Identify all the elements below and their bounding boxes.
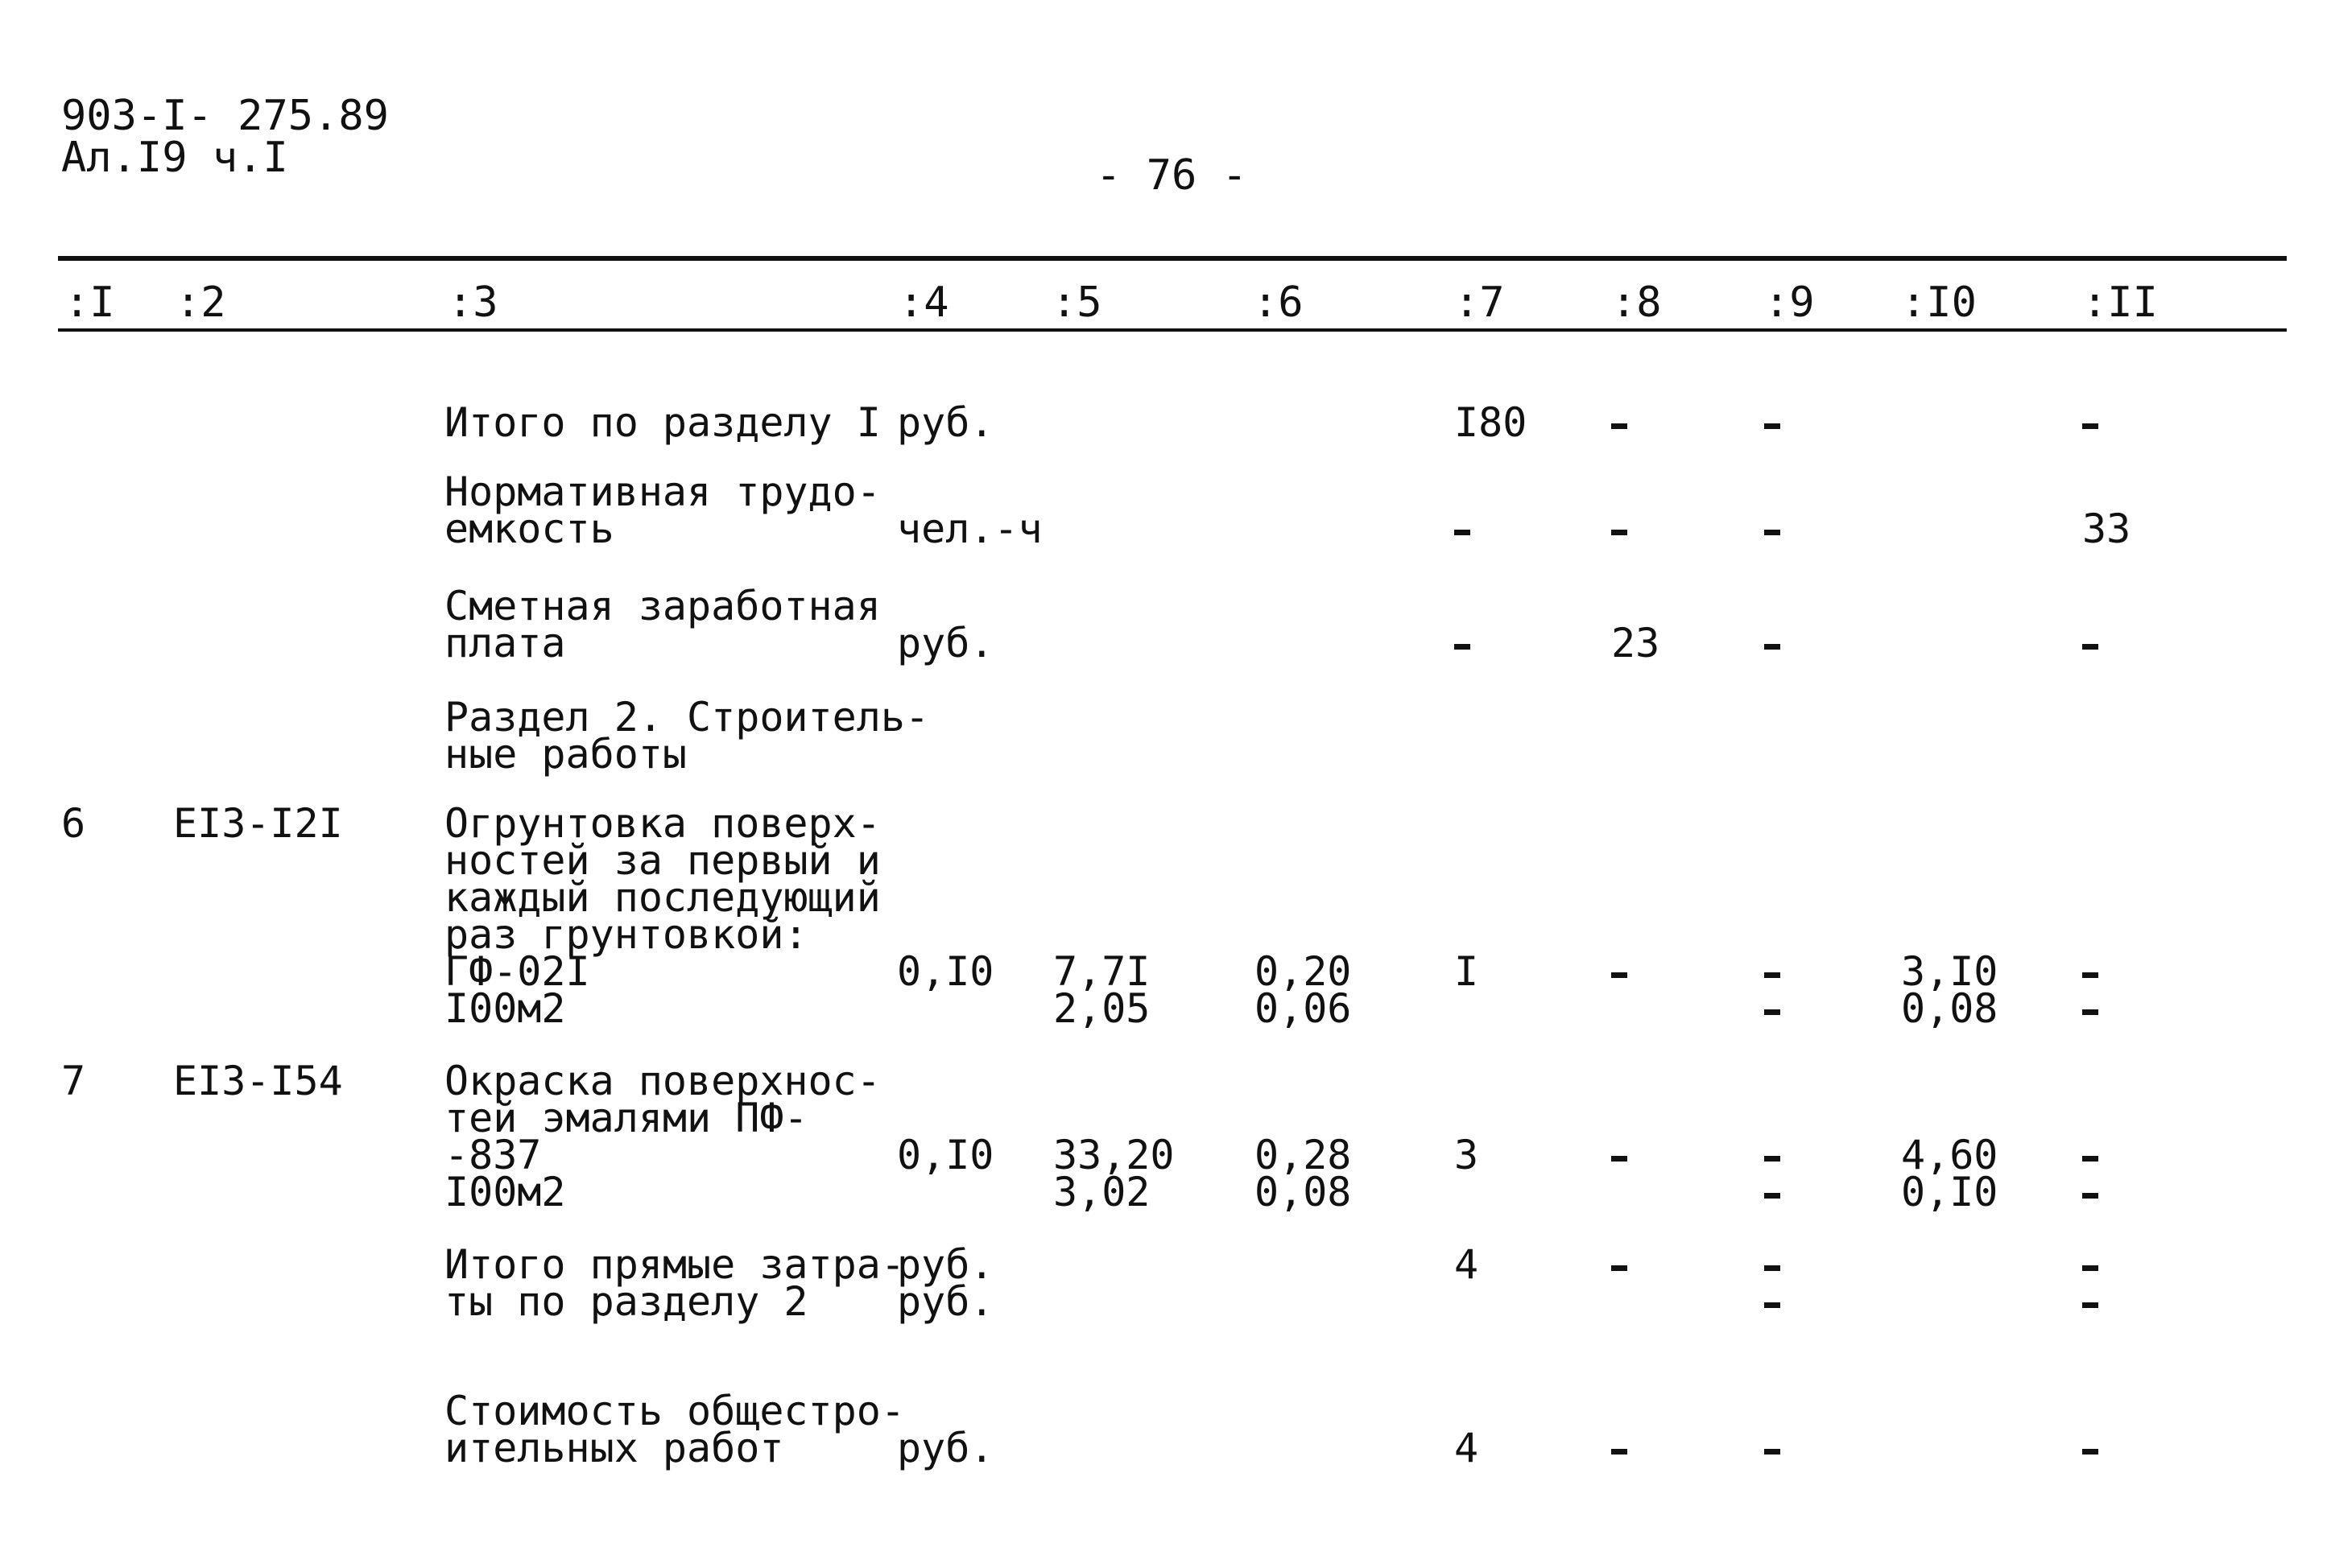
- table-cell-c4: руб. руб.: [897, 1241, 994, 1325]
- dash-mark: [1611, 1156, 1627, 1162]
- column-header-7: :7: [1454, 279, 1505, 327]
- table-cell-c10: 3,I0 0,08: [1901, 948, 1998, 1032]
- table-cell-dash: [1454, 510, 1478, 547]
- dash-mark: [1764, 1193, 1780, 1199]
- dash-mark: [1764, 423, 1780, 429]
- table-cell-c2: EI3-I2I: [173, 800, 343, 847]
- dash-mark: [2082, 644, 2098, 650]
- table-cell-c7: I80: [1454, 399, 1527, 446]
- dash-mark: [1611, 1449, 1627, 1455]
- column-header-1: :I: [64, 279, 115, 327]
- table-cell-c2: EI3-I54: [173, 1058, 343, 1104]
- table-cell-dash: [1611, 404, 1635, 441]
- dash-mark: [2082, 1265, 2098, 1271]
- table-cell-dash: [1764, 510, 1788, 547]
- dash-mark: [2082, 1449, 2098, 1455]
- table-cell-dash: [2082, 404, 2106, 441]
- dash-mark: [2082, 1193, 2098, 1199]
- table-cell-dash: [1764, 1174, 1788, 1211]
- dash-mark: [1764, 1156, 1780, 1162]
- dash-mark: [2082, 972, 2098, 978]
- column-header-5: :5: [1052, 279, 1102, 327]
- table-cell-c4: руб.: [897, 399, 994, 446]
- table-cell-dash: [1454, 625, 1478, 662]
- table-cell-dash: [2082, 1174, 2106, 1211]
- table-cell-c3: Итого по разделу I: [444, 399, 881, 446]
- table-cell-c3: Нормативная трудо- емкость: [444, 468, 881, 552]
- table-cell-dash: [1764, 625, 1788, 662]
- table-cell-c11: 33: [2082, 505, 2131, 552]
- dash-mark: [1454, 530, 1470, 535]
- column-header-3: :3: [448, 279, 498, 327]
- dash-mark: [1454, 644, 1470, 650]
- table-cell-dash: [1611, 1430, 1635, 1467]
- table-cell-c10: 4,60 0,I0: [1901, 1132, 1998, 1215]
- table-cell-c5: 33,20 3,02: [1053, 1132, 1175, 1215]
- table-cell-dash: [1764, 990, 1788, 1027]
- table-cell-c6: 0,20 0,06: [1254, 948, 1352, 1032]
- column-header-8: :8: [1611, 279, 1662, 327]
- dash-mark: [2082, 423, 2098, 429]
- column-header-2: :2: [176, 279, 226, 327]
- dash-mark: [1611, 972, 1627, 978]
- table-cell-dash: [1764, 404, 1788, 441]
- dash-mark: [2082, 1009, 2098, 1015]
- column-header-9: :9: [1764, 279, 1815, 327]
- table-cell-c1: 7: [61, 1058, 86, 1104]
- dash-mark: [1611, 530, 1627, 535]
- table-cell-c3: Окраска поверхнос- тей эмалями ПФ- -837 I00м2: [444, 1058, 881, 1215]
- table-cell-dash: [2082, 1430, 2106, 1467]
- column-header-11: :II: [2082, 279, 2158, 327]
- document-code-line-1: 903-I- 275.89: [61, 92, 389, 140]
- table-header-rule: [58, 328, 2287, 332]
- dash-mark: [2082, 1156, 2098, 1162]
- table-cell-c3: Раздел 2. Строитель- ные работы: [444, 694, 930, 778]
- table-cell-c7: 4: [1454, 1425, 1479, 1471]
- table-cell-dash: [1764, 1430, 1788, 1467]
- table-cell-dash: [1611, 510, 1635, 547]
- column-header-10: :I0: [1901, 279, 1977, 327]
- table-cell-c4: руб.: [897, 620, 994, 666]
- dash-mark: [1764, 530, 1780, 535]
- table-cell-c3: Сметная заработная плата: [444, 583, 881, 666]
- column-header-6: :6: [1253, 279, 1304, 327]
- table-cell-dash: [2082, 990, 2106, 1027]
- table-cell-dash: [1611, 1246, 1635, 1283]
- dash-mark: [1764, 1449, 1780, 1455]
- table-cell-c5: 7,7I 2,05: [1053, 948, 1151, 1032]
- dash-mark: [1764, 1265, 1780, 1271]
- document-code-line-2: Ал.I9 ч.I: [61, 134, 288, 182]
- table-cell-dash: [1611, 953, 1635, 990]
- table-cell-dash: [1611, 1137, 1635, 1174]
- table-top-rule: [58, 256, 2287, 261]
- table-cell-c7: 4: [1454, 1241, 1479, 1288]
- dash-mark: [2082, 1302, 2098, 1308]
- table-cell-c4: руб.: [897, 1425, 994, 1471]
- table-cell-c3: Стоимость общестро- ительных работ: [444, 1388, 905, 1471]
- table-cell-dash: [1764, 1283, 1788, 1320]
- table-cell-c7: 3: [1454, 1132, 1479, 1178]
- table-cell-c3: Итого прямые затра- ты по разделу 2: [444, 1241, 905, 1325]
- column-header-4: :4: [899, 279, 949, 327]
- page-number: - 76 -: [1096, 151, 1247, 200]
- dash-mark: [1764, 644, 1780, 650]
- document-code: [61, 92, 389, 182]
- table-cell-c8: 23: [1611, 620, 1660, 666]
- table-cell-c7: I: [1454, 948, 1479, 995]
- dash-mark: [1764, 972, 1780, 978]
- table-cell-c6: 0,28 0,08: [1254, 1132, 1352, 1215]
- table-cell-c4: 0,I0: [897, 948, 994, 995]
- table-cell-c4: чел.-ч: [897, 505, 1043, 552]
- table-cell-c3: Огрунтовка поверх- ностей за первый и каждый последующий раз грунтовкой: ГФ-02I I00м2: [444, 800, 881, 1032]
- table-cell-dash: [2082, 625, 2106, 662]
- table-cell-dash: [2082, 1283, 2106, 1320]
- table-cell-c1: 6: [61, 800, 86, 847]
- dash-mark: [1611, 423, 1627, 429]
- dash-mark: [1764, 1302, 1780, 1308]
- table-cell-c4: 0,I0: [897, 1132, 994, 1178]
- dash-mark: [1764, 1009, 1780, 1015]
- dash-mark: [1611, 1265, 1627, 1271]
